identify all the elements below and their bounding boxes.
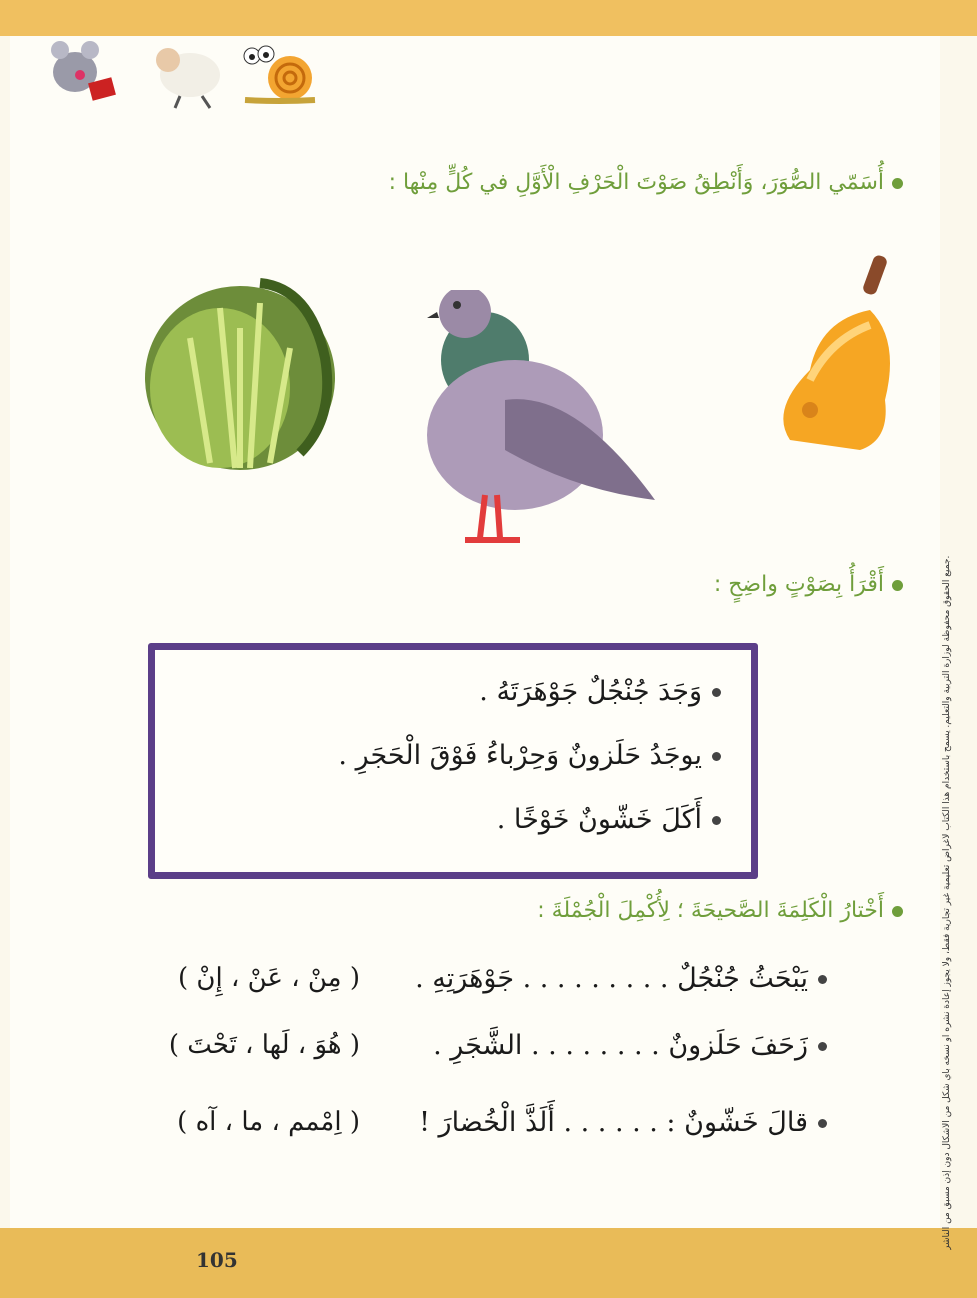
bullet-icon — [892, 580, 903, 591]
instruction-read-aloud — [503, 572, 903, 597]
bullet-icon — [712, 816, 721, 825]
bullet-icon — [818, 1042, 827, 1051]
instruction-text: أَخْتارُ الْكَلِمَةَ الصَّحيحَةَ ؛ لِأُكْمِلَ الْجُمْلَةَ : — [537, 898, 884, 923]
copyright-notice: جميع الحقوق محفوظة لوزارة التربية والتعليم. يسمح باستخدام هذا الكتاب لأغراض تعليمية غير تجارية فقط، ولا يجوز إعادة نشره أو نسخه بأي شكل من الأشكال دون إذن مسبق من الناشر. — [942, 555, 952, 1250]
instruction-name-pictures — [343, 170, 903, 195]
reading-sentence: وَجَدَ جُنْجُلٌ جَوْهَرَتَهُ . — [479, 676, 721, 707]
bottom-band — [0, 1228, 977, 1298]
mouse-icon — [51, 41, 116, 101]
bullet-icon — [892, 178, 903, 189]
reading-sentence: يوجَدُ حَلَزونٌ وَحِرْباءُ فَوْقَ الْحَجَرِ . — [338, 740, 721, 771]
bullet-icon — [712, 688, 721, 697]
reading-sentence: أَكَلَ خَشّونٌ خَوْخًا . — [497, 804, 721, 835]
bullet-icon — [892, 906, 903, 917]
instruction-text: أَقْرَأُ بِصَوْتٍ واضِحٍ : — [713, 572, 884, 597]
instruction-choose-word — [443, 898, 903, 923]
exercise-sentence: يَبْحَثُ جُنْجُلٌ . . . . . . . . . جَوْهَرَتِهِ . — [415, 963, 827, 994]
exercise-sentence: قالَ خَشّونٌ : . . . . . . أَلَذَّ الْخُضارَ ! — [419, 1107, 827, 1138]
exercise-options: ( هُوَ ، لَها ، تَحْتَ ) — [168, 1030, 360, 1060]
sheep-icon — [156, 48, 220, 108]
pigeon-icon — [425, 290, 665, 552]
instruction-text: أُسَمّي الصُّوَرَ، وَأَنْطِقُ صَوْتَ الْحَرْفِ الْأَوَّلِ في كُلٍّ مِنْها : — [388, 170, 884, 195]
exercise-sentence: زَحَفَ حَلَزونٌ . . . . . . . . الشَّجَرِ . — [433, 1030, 827, 1061]
snail-icon — [244, 46, 315, 101]
reading-box — [148, 643, 758, 879]
lettuce-icon — [140, 268, 350, 473]
bell-icon — [770, 250, 900, 450]
bullet-icon — [818, 975, 827, 984]
exercise-options: ( اِمْمم ، ما ، آه ) — [177, 1107, 360, 1137]
page-number: 105 — [196, 1248, 238, 1272]
bullet-icon — [712, 752, 721, 761]
bullet-icon — [818, 1119, 827, 1128]
mascots-header — [40, 30, 330, 110]
exercise-options: ( مِنْ ، عَنْ ، إِنْ ) — [178, 963, 360, 993]
